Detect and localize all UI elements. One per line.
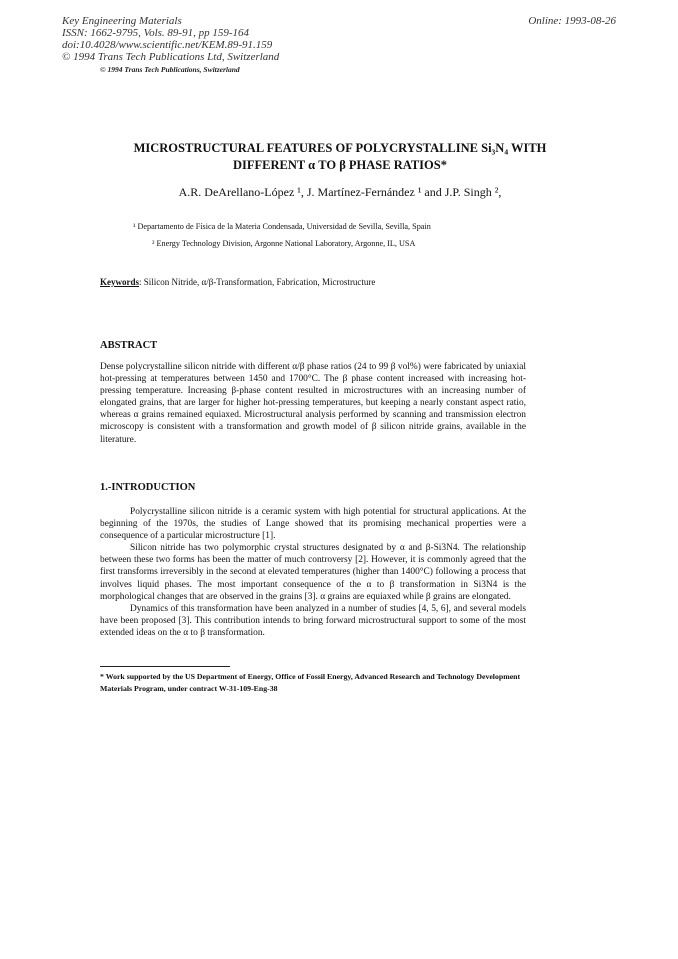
- affiliation-1: ¹ Departamento de Física de la Materia Condensada, Universidad de Sevilla, Sevilla, Spain: [133, 222, 431, 231]
- intro-paragraph-2: Silicon nitride has two polymorphic crystal structures designated by α and β-Si3N4. The relationship between these two forms has been the matter of much controversy [2]. However, it is commonly agreed that the first transforms irreversibly in the second at elevated temperatures (higher than 1400°C) following a process that involves liquid phases. The most important consequence of the α to β transformation in Si3N4 is the morphological changes that are observed in the grains [3]. α grains are equiaxed while β grains are elongated.: [100, 543, 526, 602]
- footnote-divider: [100, 666, 230, 667]
- doi-link[interactable]: doi:10.4028/www.scientific.net/KEM.89-91.159: [62, 39, 273, 51]
- title-line-2: DIFFERENT α TO β PHASE RATIOS*: [233, 158, 447, 172]
- introduction-heading: 1.-INTRODUCTION: [100, 482, 196, 493]
- intro-paragraph-1: Polycrystalline silicon nitride is a ceramic system with high potential for structural applications. At the beginning of the 1970s, the studies of Lange showed that its promising mechanical properties were a consequence of a particular microstructure [1].: [100, 507, 526, 542]
- title-line-1: MICROSTRUCTURAL FEATURES OF POLYCRYSTALLINE Si₃N₄ WITH: [133, 141, 547, 155]
- footnote: * Work supported by the US Department of Energy, Office of Fossil Energy, Advanced Research and Technology Development Materials Program, under contract W-31-109-Eng-38: [100, 672, 521, 693]
- keywords-text: : Silicon Nitride, α/β-Transformation, Fabrication, Microstructure: [139, 277, 376, 287]
- keywords: [100, 277, 375, 287]
- paper-title: [60, 140, 620, 174]
- copyright-line: © 1994 Trans Tech Publications Ltd, Switzerland: [62, 51, 280, 63]
- intro-paragraph-3: Dynamics of this transformation have been analyzed in a number of studies [4, 5, 6], and several models have been proposed [3]. This contribution intends to bring forward microstructural support to some of the most extended ideas on the α to β transformation.: [100, 603, 526, 638]
- issn-line: ISSN: 1662-9795, Vols. 89-91, pp 159-164: [62, 27, 249, 39]
- journal-name: Key Engineering Materials: [62, 15, 182, 27]
- abstract-text: Dense polycrystalline silicon nitride with different α/β phase ratios (24 to 99 β vol%) were fabricated by uniaxial hot-pressing at temperatures between 1450 and 1700°C. The β phase content increased with increasing hot-pressing temperature. Increasing β-phase content resulted in microstructures with an increasing number of elongated grains, that are larger for higher hot-pressing temperatures, but keeping a nearly constant aspect ratio, whereas α grains remained equiaxed. Microstructural analysis performed by scanning and transmission electron microscopy is consistent with a transformation and growth model of β silicon nitride grains, available in the literature.: [100, 362, 526, 445]
- keywords-label: Keywords: [100, 277, 139, 287]
- affiliation-2: ² Energy Technology Division, Argonne National Laboratory, Argonne, IL, USA: [152, 239, 416, 248]
- introduction-body: [100, 506, 526, 639]
- online-date: Online: 1993-08-26: [528, 15, 616, 27]
- header-meta: [62, 15, 279, 63]
- authors: A.R. DeArellano-López ¹, J. Martínez-Fernández ¹ and J.P. Singh ²,: [178, 185, 502, 199]
- print-copyright: © 1994 Trans Tech Publications, Switzerland: [100, 65, 240, 74]
- abstract-heading: ABSTRACT: [100, 340, 158, 351]
